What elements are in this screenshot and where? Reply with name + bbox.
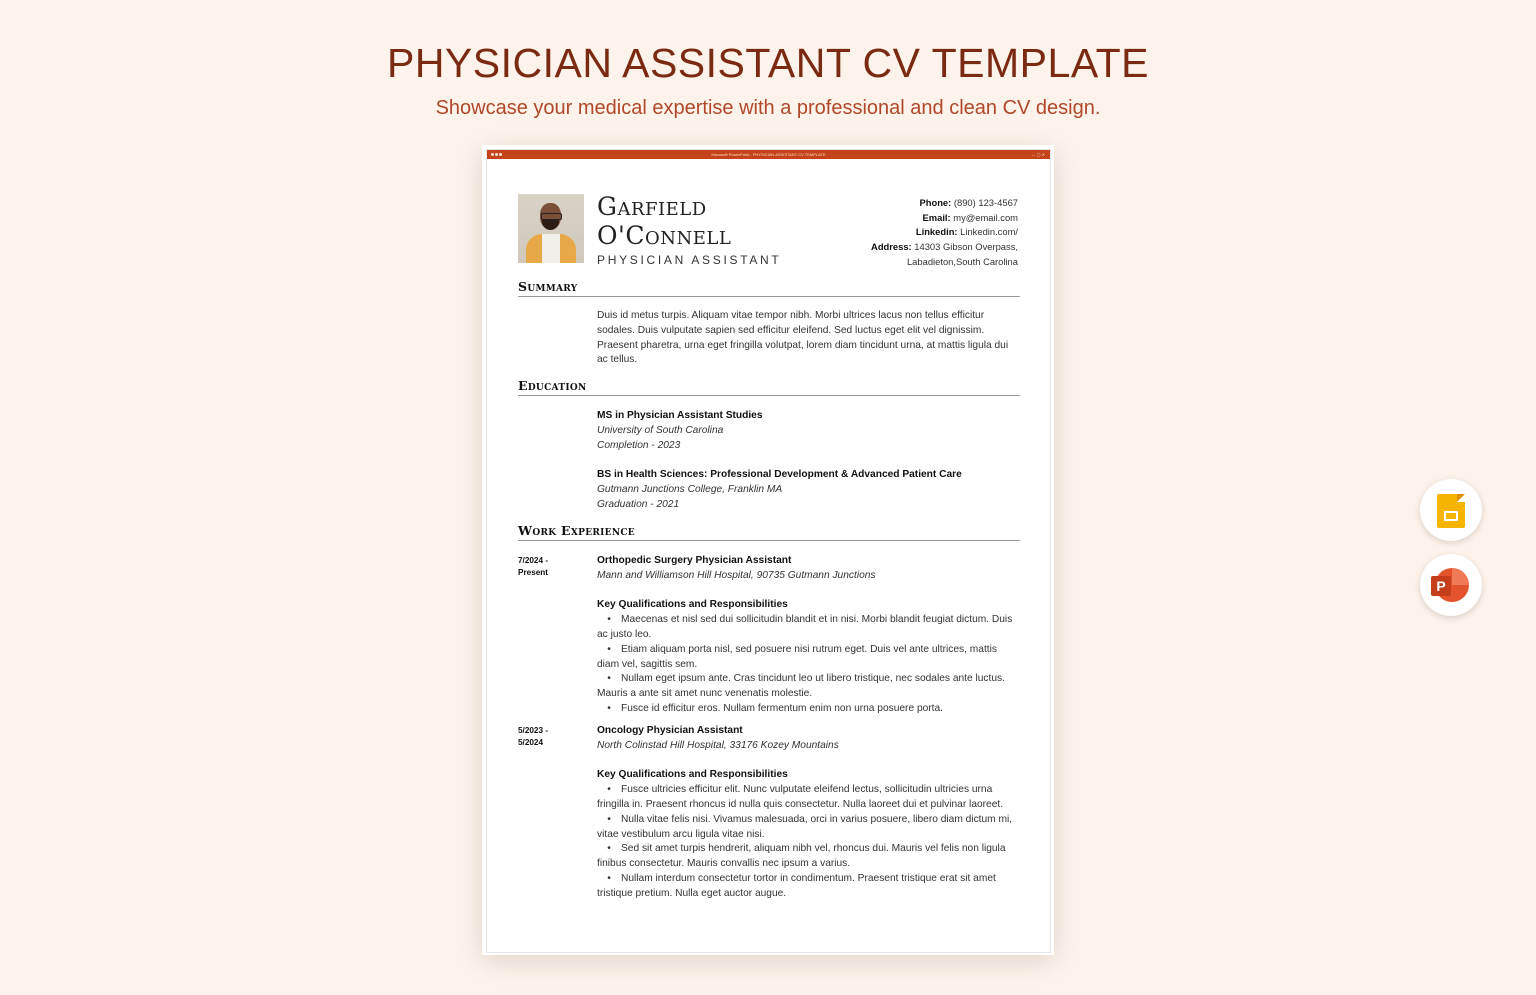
address-label: Address: (871, 241, 912, 253)
name-block (597, 192, 781, 267)
list-item: • Fusce id efficitur eros. Nullam fermentum enim non urna posuere porta. (597, 702, 1017, 717)
window-title: Microsoft PowerPoint - PHYSICIAN ASSISTANT CV TEMPLATE (711, 152, 826, 157)
address-line1: 14303 Gibson Overpass, (911, 241, 1018, 253)
name-last: O'Connell (597, 221, 732, 250)
education-entry-1 (597, 409, 1017, 453)
work-date-2 (518, 725, 578, 749)
phone-value: (890) 123-4567 (951, 197, 1018, 208)
window-titlebar (487, 150, 1050, 159)
document-preview-window (482, 145, 1054, 955)
page-title: PHYSICIAN ASSISTANT CV TEMPLATE (386, 40, 1150, 86)
work-date-end: 5/2024 (518, 738, 544, 747)
job-position: Orthopedic Surgery Physician Assistant (597, 555, 792, 566)
list-item: • Etiam aliquam porta nisl, sed posuere nisi rutrum eget. Duis vel ante ultrices, mattis diam vel, sagittis sem. (597, 643, 1017, 673)
school-name: University of South Carolina (597, 424, 724, 436)
work-date-1 (518, 555, 578, 579)
job-location: Mann and Williamson Hill Hospital, 90735 Gutmann Junctions (597, 569, 876, 581)
summary-heading: Summary (518, 279, 1020, 297)
summary-text: Duis id metus turpis. Aliquam vitae tempor nibh. Morbi ultrices lacus non tellus efficitur sodales. Duis vulputate sapien sed efficitur eleifend. Sed luctus eget elit vel dignissim. Praesent pharetra, urna eget fringilla volutpat, lorem diam tincidunt urna, at mattis ligula dui ac tellus. (597, 310, 1009, 366)
linkedin-value: Linkedin.com/ (957, 226, 1018, 238)
education-date: Completion - 2023 (597, 439, 681, 451)
contact-info (871, 196, 1018, 270)
powerpoint-button[interactable] (1420, 554, 1482, 616)
powerpoint-letter: P (1431, 576, 1451, 596)
work-experience-heading: Work Experience (518, 523, 1020, 541)
email-value: my@email.com (950, 211, 1018, 223)
education-date: Graduation - 2021 (597, 498, 680, 510)
page-subtitle: Showcase your medical expertise with a professional and clean CV design. (435, 97, 1101, 119)
job-position: Oncology Physician Assistant (597, 725, 743, 736)
job-title: PHYSICIAN ASSISTANT (597, 253, 782, 267)
name-first: Garfield (597, 192, 707, 221)
linkedin-label: Linkedin: (915, 226, 958, 238)
document-canvas (486, 149, 1051, 953)
list-item: • Maecenas et nisl sed dui sollicitudin blandit et in nisi. Morbi blandit feugiat dictum. Duis ac justo leo. (597, 613, 1017, 643)
work-date-end: Present (518, 568, 549, 577)
degree-title: MS in Physician Assistant Studies (597, 410, 763, 421)
google-slides-button[interactable] (1420, 479, 1482, 541)
work-entry-1 (597, 554, 1017, 717)
work-date-start: 7/2024 - (518, 556, 549, 565)
address-line2: Labadieton,South Carolina (906, 255, 1018, 267)
education-heading: Education (518, 378, 1020, 396)
list-item: • Nulla vitae felis nisi. Vivamus malesuada, orci in varius posuere, libero diam dictum mi, vitae vestibulum arcu ligula vitae nisi. (597, 813, 1017, 843)
list-item: • Sed sit amet turpis hendrerit, aliquam nibh vel, rhoncus dui. Mauris vel felis non ligula finibus consectetur. Mauris convallis nec ipsum a varius. (597, 842, 1017, 872)
profile-photo (518, 194, 584, 263)
google-slides-icon (1437, 494, 1465, 528)
list-item: • Nullam interdum consectetur tortor in condimentum. Praesent tristique erat sit amet tristique pretium. Nulla eget auctor augue. (597, 872, 1017, 902)
email-label: Email: (922, 211, 951, 223)
school-name: Gutmann Junctions College, Franklin MA (597, 483, 783, 495)
key-qualifications-heading: Key Qualifications and Responsibilities (597, 769, 788, 781)
degree-title: BS in Health Sciences: Professional Development & Advanced Patient Care (597, 469, 962, 480)
work-entry-2 (597, 724, 1017, 902)
window-menu-dots-icon[interactable] (491, 153, 502, 156)
key-qualifications-heading: Key Qualifications and Responsibilities (597, 599, 788, 611)
list-item: • Nullam eget ipsum ante. Cras tincidunt leo ut libero tristique, nec sodales ante luctus. Mauris a ante sit amet nunc venenatis molestie. (597, 672, 1017, 702)
phone-label: Phone: (919, 197, 952, 208)
window-controls[interactable]: — ▢ ✕ (1031, 152, 1045, 157)
education-entry-2 (597, 468, 1017, 512)
job-location: North Colinstad Hill Hospital, 33176 Kozey Mountains (597, 739, 839, 751)
list-item: • Fusce ultricies efficitur elit. Nunc vulputate eleifend lectus, sollicitudin ultricies urna fringilla in. Praesent rhoncus id nulla quis consectetur. Nulla laoreet dui et pulvinar laoreet. (597, 783, 1017, 813)
work-date-start: 5/2023 - (518, 726, 549, 735)
